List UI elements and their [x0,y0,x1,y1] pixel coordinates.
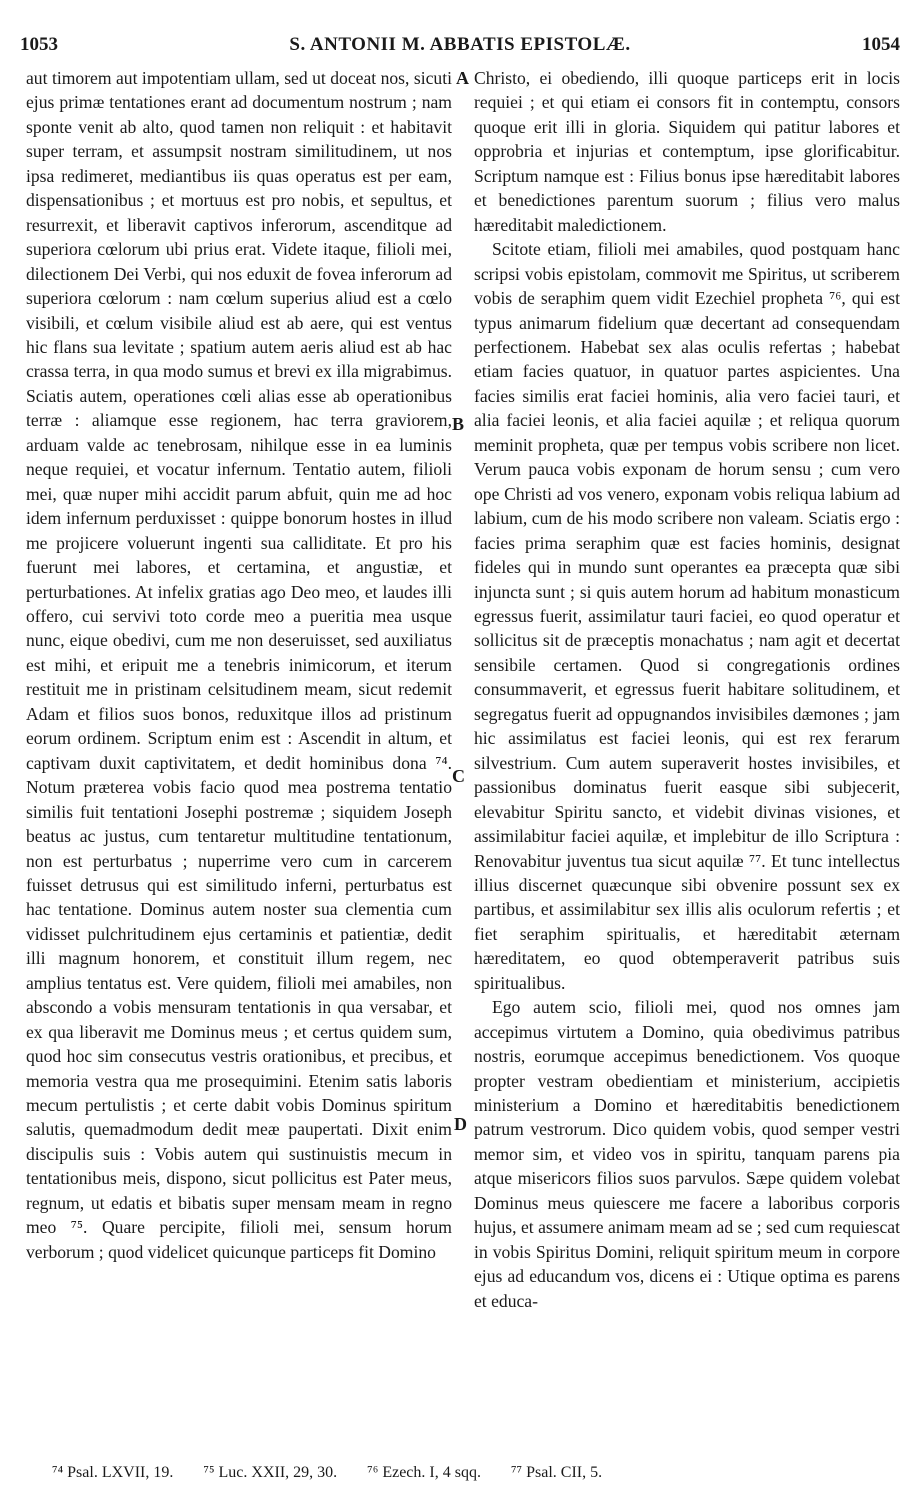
footnote-75: ⁷⁵ Luc. XXII, 29, 30. [203,1464,338,1481]
left-column [26,66,452,1264]
margin-mark-c: C [452,766,465,786]
page-header [20,34,900,62]
margin-mark-b: B [452,414,465,434]
running-title: S. ANTONII M. ABBATIS EPISTOLÆ. [289,34,631,55]
right-paragraph-2: Scitote etiam, filioli mei amabiles, quod postquam hanc scripsi vobis epistolam, commovit me Spiritus, ut scriberem vobis de seraphim quem vidit Ezechiel propheta ⁷⁶, qui est typus animarum fidelium quæ decertant ad consequendam perfectionem. Habebat sex alas oculis refertas ; habebat etiam facies quatuor, in quatuor partes aspicientes. Una facies similis erat faciei hominis, alia vero faciei tauri, et alia faciei leonis, et alia faciei aquilæ ; et reliqua quorum meminit propheta, quæ per tempus vobis scribere non licet. Verum pauca vobis exponam de horum sensu ; cum vero ope Christi ad vos venero, exponam vobis reliqua labium ad labium, cum de his modo scribere non valeam. Sciatis ergo : facies prima seraphim quæ est facies hominis, designat fideles qui in mundo sunt operantes ea præcepta quæ sibi injuncta sunt ; si quis autem horum ad habitum monasticum egressus fuerit, assimilatur tauri faciei, eo quod operatur et sollicitus sit de præceptis monachatus ; nam agit et decertat sensibile certamen. Quod si congregationis ordines consummaverit, et egressus fuerit habitare solitudinem, et segregatus fuerit ad oppugnandos invisibiles dæmones ; jam hic assimilatus est faciei leonis, qui est rex ferarum silvestrium. Cum autem superaverit hostes invisibiles, et passionibus dominatus fuerit easque sibi subjecerit, elevabitur Spiritu sancto, et videbit divinas visiones, et assimilabitur faciei aquilæ, et implebitur de illo Scriptura : Renovabitur juventus tua sicut aquilæ ⁷⁷. Et tunc intellectus illius discernet quæcunque sibi obvenire possunt sex ex partibus, et assimilabitur sex illis alis oculorum refertis ; et fiet seraphim spiritualis, et hæreditabit æternam hæreditatem, eo quod obtemperaverit patribus suis spiritualibus. [474,239,900,993]
right-paragraph-1: Christo, ei obediendo, illi quoque particeps erit in locis requiei ; et qui etiam ei consors fit in contemptu, consors quoque erit illi in gloria. Siquidem qui patitur labores et opprobria et injurias et contemptum, ipse glorificabitur. Scriptum namque est : Filius bonus ipse hæreditabit labores et benedictiones parentum suorum ; filius vero malus hæreditabit maledictionem. [474,68,900,235]
footnote-77: ⁷⁷ Psal. CII, 5. [510,1464,603,1481]
margin-mark-d: D [454,1114,467,1134]
footnotes [52,1464,892,1482]
footnote-76: ⁷⁶ Ezech. I, 4 sqq. [367,1464,481,1481]
right-paragraph-3: Ego autem scio, filioli mei, quod nos omnes jam accepimus virtutem a Domino, quia obedivimus patribus nostris, eorumque accepimus benedictionem. Vos quoque propter vestram obedientiam et ministerium, accipietis ministerium a Domino et hæreditabitis benedictionem patrum vestrorum. Dico quidem vobis, quod semper vestri memor sim, et video vos in spiritu, tanquam parens pia atque misericors filios suos parvulos. Sæpe quidem volebat Dominus meus quiescere me facere a laboribus corporis hujus, et assumere animam meam ad se ; sed cum requiescat in vobis Spiritus Domini, reliquit spiritum meum in corpore ejus ad educandum vos, dicens ei : Utique optima es parens et educa- [474,997,900,1311]
right-page-number: 1054 [862,34,900,55]
left-paragraph-1: aut timorem aut impotentiam ullam, sed ut doceat nos, sicuti ejus primæ tentationes erant ad documentum nostrum ; nam sponte venit ab alto, quod tamen non reliquit : et habitavit super terram, et assumpsit nostram similitudinem, ut nos ipsa redimeret, mediantibus iis quas operatus est per eam, dispensationibus ; et mortuus est pro nobis, et sepultus, et resurrexit, et liberavit captivos inferorum, ascenditque ad superiora cœlorum ubi prius erat. Videte itaque, filioli mei, dilectionem Dei Verbi, qui nos eduxit de fovea inferorum ad superiora cœlorum : nam cœlum superius aliud est a cœlo visibili, et cœlum visibile aliud est ab aere, qui est ventus hic flans sua levitate ; spatium autem aeris aliud est ab hac crassa terra, in qua modo sumus et brevi ex illa migrabimus. Sciatis autem, operationes cœli alias esse ab operationibus terræ : aliamque esse regionem, hac terra graviorem, arduam valde ac tenebrosam, nihilque esse in ea luminis neque requiei, et vocatur infernum. Tentatio autem, filioli mei, quæ nuper mihi accidit parum abfuit, quin me ad hoc idem infernum perduxisset : quippe bonorum hostes in illud me projicere voluerunt ingenti sua calliditate. Et pro his fuerunt mei labores, et certamina, et angustiæ, et perturbationes. At infelix gratias ago Deo meo, et laudes illi offero, cui servivi toto corde meo a pueritia mea usque nunc, eique obedivi, cum me non deseruisset, sed auxiliatus est mihi, et eripuit me a tenebris inimicorum, et iterum restituit me in pristinam celsitudinem meam, sicut redemit Adam et filios suos bonos, reduxitque illos ad pristinum eorum ordinem. Scriptum enim est : Ascendit in altum, et captivam duxit captivitatem, et dedit hominibus dona ⁷⁴. Notum præterea vobis facio quod mea postrema tentatio similis fuit tentationi Josephi postremæ ; siquidem Joseph beatus ac justus, cum tentaretur multitudine tentationum, non est perturbatus ; nuperrime vero cum in carcerem fuisset detrusus qui est similitudo inferni, perturbatus est hac tentatione. Dominus autem noster sua clementia cum vidisset pulchritudinem ejus certaminis et patientiæ, dedit illi magnum honorem, et constituit illum regem, nec amplius tentatus est. Vere quidem, filioli mei amabiles, non abscondo a vobis mensuram tentationis in qua versabar, et ex qua liberavit me Dominus meus ; et certus quidem sum, quod hoc sim consecutus vestris orationibus, et precibus, et memoria vestra qua me prosequimini. Etenim satis laboris mecum pertulistis ; et certe dabit vobis Dominus spiritum salutis, quemadmodum dedit meæ paupertati. Dixit enim discipulis suis : Vobis autem qui sustinuistis mecum in tentationibus meis, dispono, sicut pollicitus est Pater meus, regnum, ut edatis et bibatis super mensam meam in regno meo ⁷⁵. Quare percipite, filioli mei, sensum horum verborum ; quod videlicet quicunque particeps fit Domino [26,68,452,1262]
left-page-number: 1053 [20,34,58,55]
margin-mark-a: A [456,68,469,88]
right-column [474,66,900,1313]
footnote-74: ⁷⁴ Psal. LXVII, 19. [52,1464,174,1481]
